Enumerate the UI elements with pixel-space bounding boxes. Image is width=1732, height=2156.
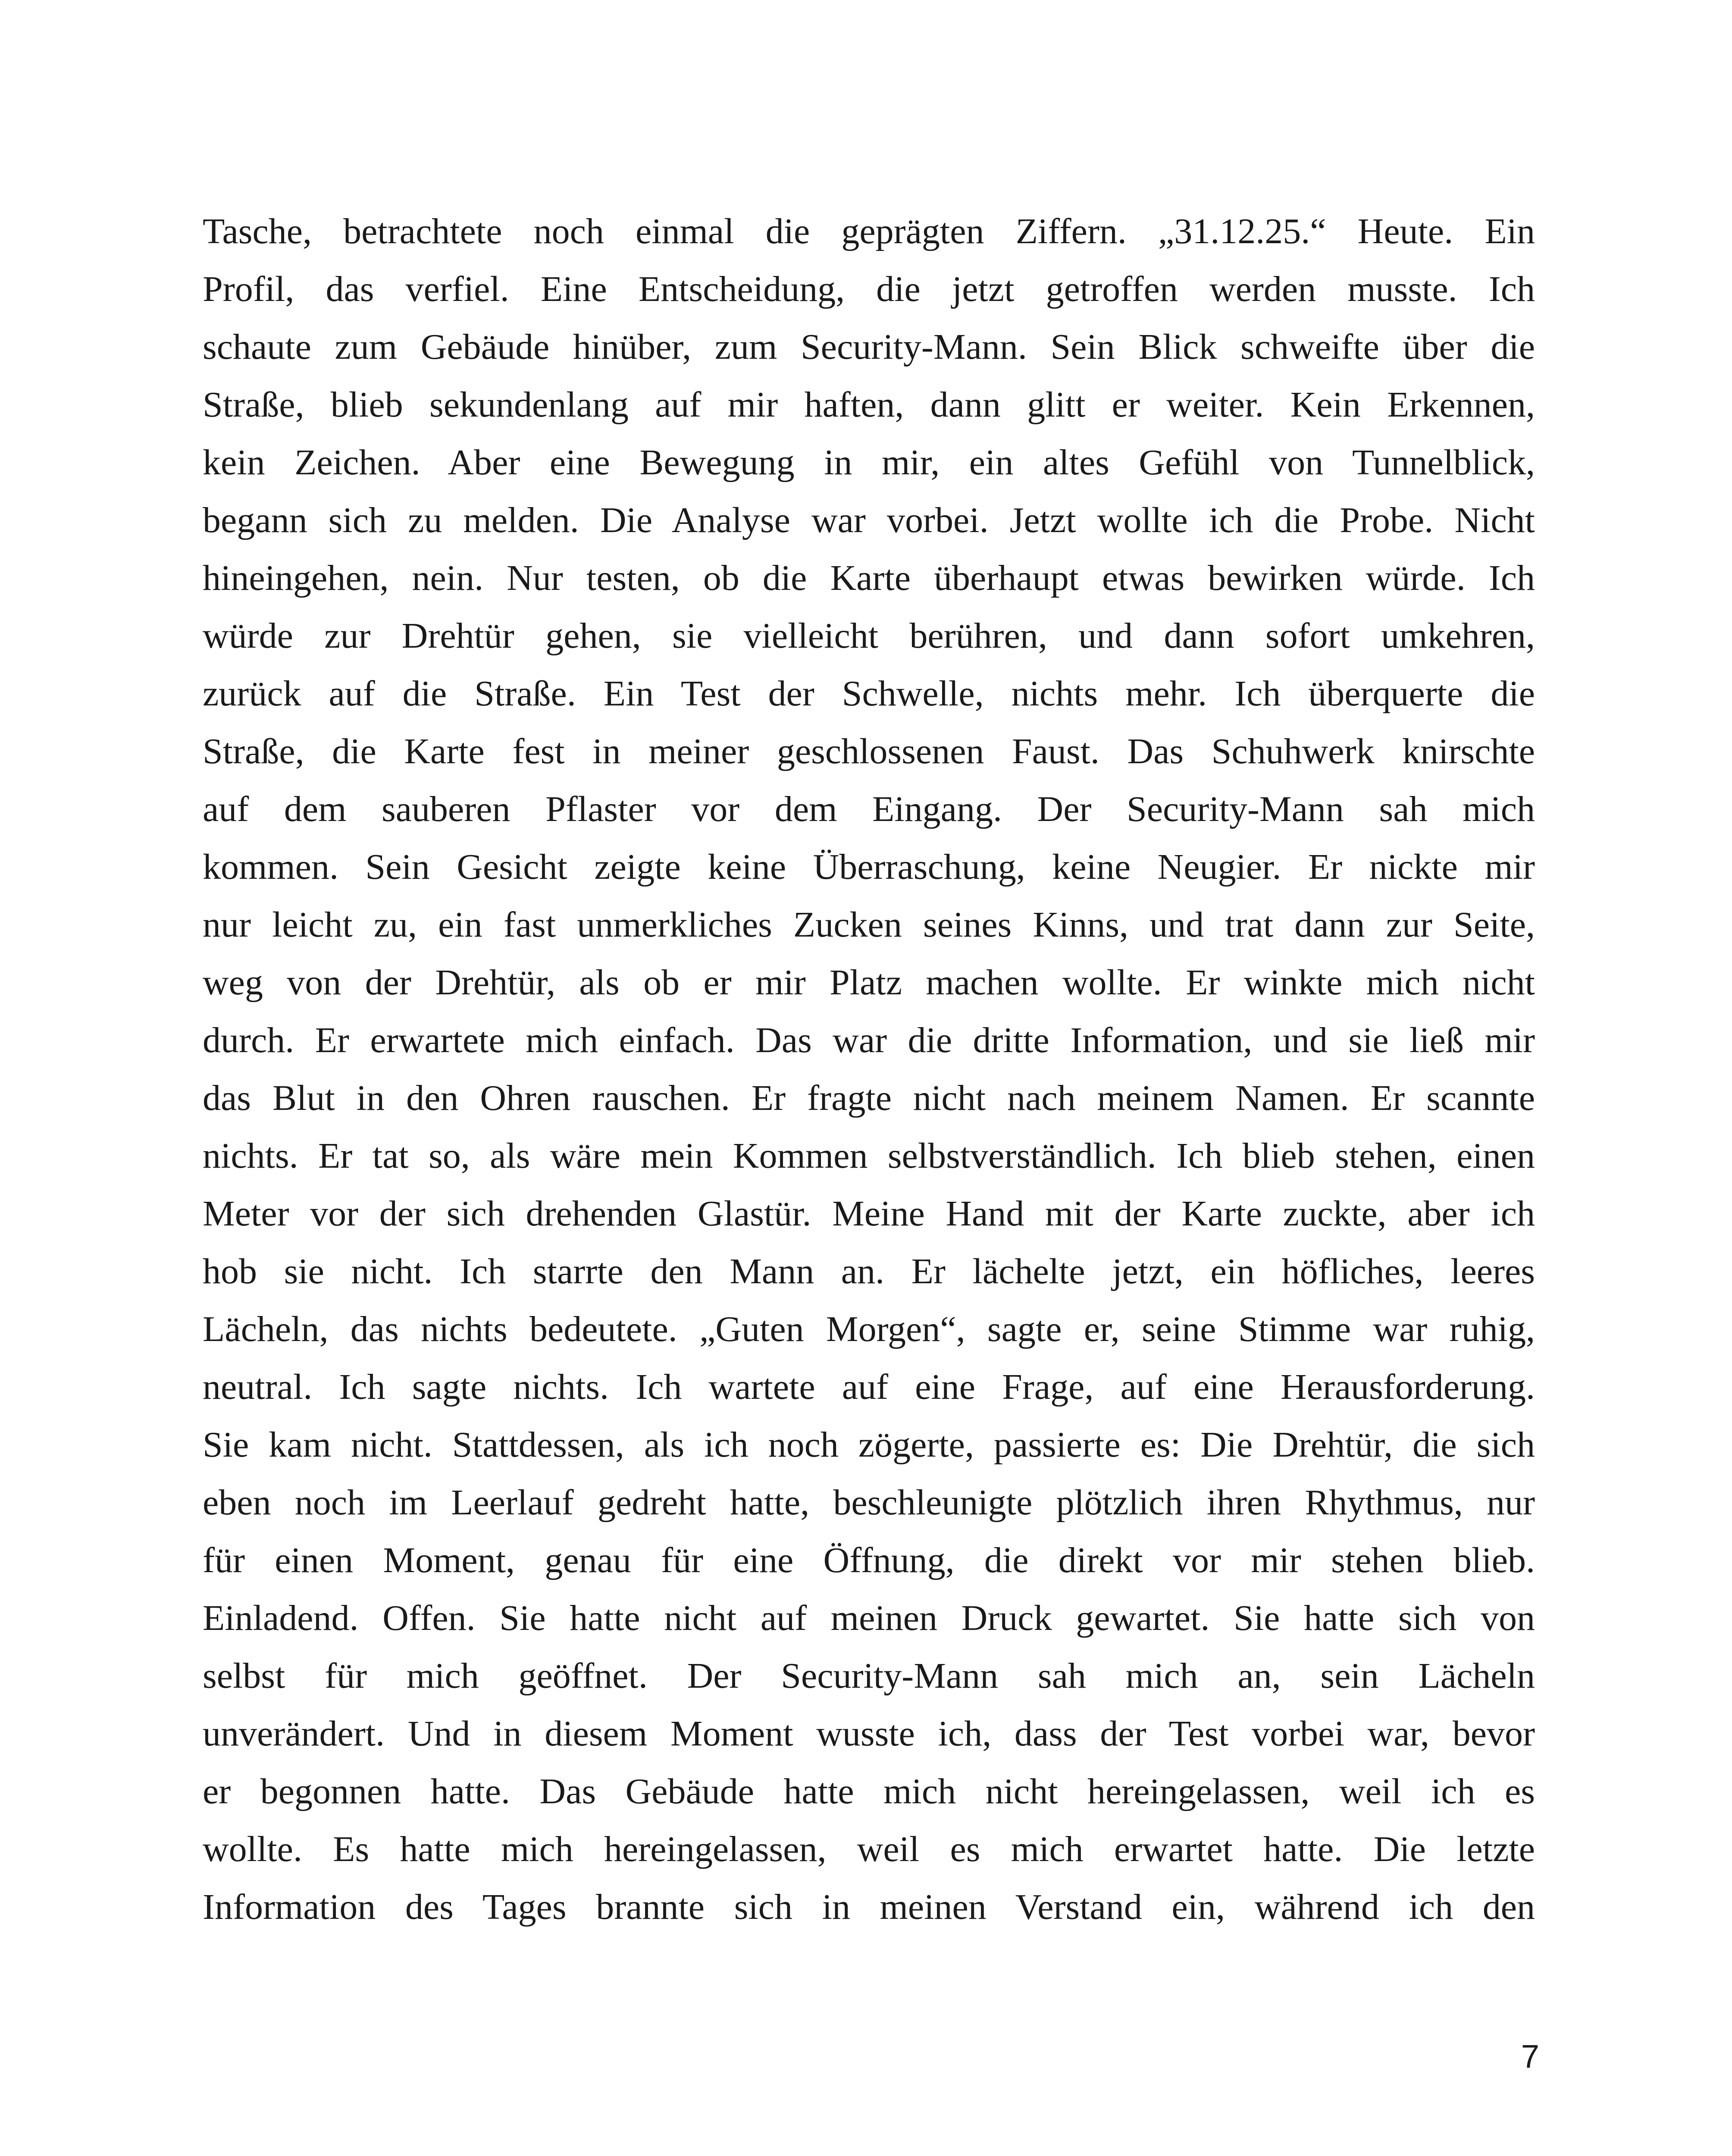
text-line-14: weg von der Drehtür, als ob er mir Platz machen wollte. Er winkte mich nicht — [203, 962, 1535, 1003]
text-line-9: zurück auf die Straße. Ein Test der Schwelle, nichts mehr. Ich überquerte die — [203, 674, 1535, 714]
text-line-12: kommen. Sein Gesicht zeigte keine Überraschung, keine Neugier. Er nickte mir — [203, 847, 1535, 887]
text-line-29: wollte. Es hatte mich hereingelassen, weil es mich erwartet hatte. Die letzte — [203, 1829, 1535, 1869]
text-line-24: für einen Moment, genau für eine Öffnung, die direkt vor mir stehen blieb. — [203, 1540, 1535, 1580]
text-line-18: Meter vor der sich drehenden Glastür. Meine Hand mit der Karte zuckte, aber ich — [203, 1194, 1535, 1234]
text-line-1: Tasche, betrachtete noch einmal die geprägten Ziffern. „31.12.25.“ Heute. Ein — [203, 211, 1535, 251]
text-line-11: auf dem sauberen Pflaster vor dem Eingang. Der Security-Mann sah mich — [203, 789, 1535, 829]
text-line-17: nichts. Er tat so, als wäre mein Kommen selbstverständlich. Ich blieb stehen, einen — [203, 1136, 1535, 1176]
text-line-22: Sie kam nicht. Stattdessen, als ich noch zögerte, passierte es: Die Drehtür, die sich — [203, 1425, 1535, 1465]
text-line-13: nur leicht zu, ein fast unmerkliches Zucken seines Kinns, und trat dann zur Seite, — [203, 905, 1535, 945]
text-line-20: Lächeln, das nichts bedeutete. „Guten Morgen“, sagte er, seine Stimme war ruhig, — [203, 1309, 1535, 1349]
text-line-21: neutral. Ich sagte nichts. Ich wartete auf eine Frage, auf eine Herausforderung. — [203, 1367, 1535, 1407]
text-line-15: durch. Er erwartete mich einfach. Das war die dritte Information, und sie ließ mir — [203, 1020, 1535, 1060]
text-line-27: unverändert. Und in diesem Moment wusste ich, dass der Test vorbei war, bevor — [203, 1714, 1535, 1754]
body-text — [203, 203, 1535, 1936]
text-line-16: das Blut in den Ohren rauschen. Er fragte nicht nach meinem Namen. Er scannte — [203, 1078, 1535, 1118]
text-line-7: hineingehen, nein. Nur testen, ob die Karte überhaupt etwas bewirken würde. Ich — [203, 558, 1535, 598]
text-line-2: Profil, das verfiel. Eine Entscheidung, die jetzt getroffen werden musste. Ich — [203, 269, 1535, 309]
page-number: 7 — [1521, 2038, 1539, 2075]
text-line-4: Straße, blieb sekundenlang auf mir haften, dann glitt er weiter. Kein Erkennen, — [203, 385, 1535, 425]
text-line-6: begann sich zu melden. Die Analyse war vorbei. Jetzt wollte ich die Probe. Nicht — [203, 500, 1535, 540]
text-line-3: schaute zum Gebäude hinüber, zum Security-Mann. Sein Blick schweifte über die — [203, 327, 1535, 367]
text-line-23: eben noch im Leerlauf gedreht hatte, beschleunigte plötzlich ihren Rhythmus, nur — [203, 1482, 1535, 1523]
text-line-28: er begonnen hatte. Das Gebäude hatte mich nicht hereingelassen, weil ich es — [203, 1771, 1535, 1811]
text-line-5: kein Zeichen. Aber eine Bewegung in mir, ein altes Gefühl von Tunnelblick, — [203, 442, 1535, 483]
text-line-26: selbst für mich geöffnet. Der Security-Mann sah mich an, sein Lächeln — [203, 1656, 1535, 1696]
text-line-25: Einladend. Offen. Sie hatte nicht auf meinen Druck gewartet. Sie hatte sich von — [203, 1598, 1535, 1638]
text-line-8: würde zur Drehtür gehen, sie vielleicht berühren, und dann sofort umkehren, — [203, 616, 1535, 656]
text-line-30: Information des Tages brannte sich in meinen Verstand ein, während ich den — [203, 1887, 1535, 1927]
text-line-19: hob sie nicht. Ich starrte den Mann an. Er lächelte jetzt, ein höfliches, leeres — [203, 1251, 1535, 1291]
text-line-10: Straße, die Karte fest in meiner geschlossenen Faust. Das Schuhwerk knirschte — [203, 731, 1535, 771]
